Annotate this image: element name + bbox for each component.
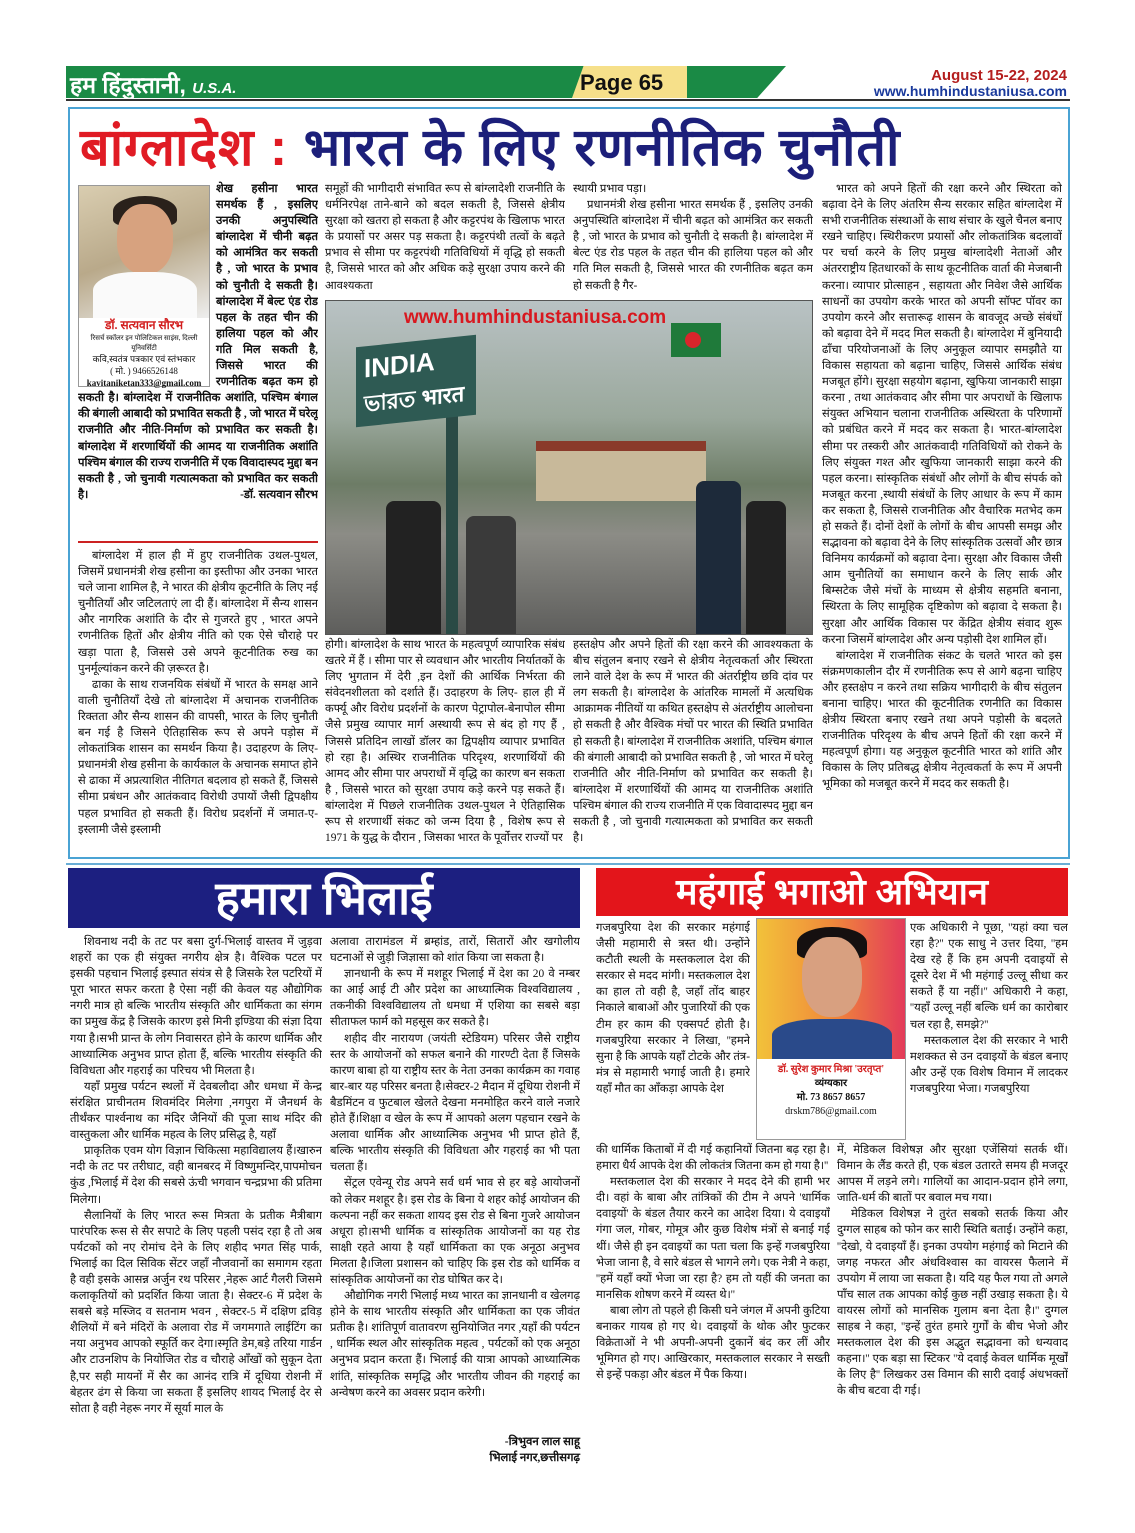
photo-watermark: www.humhindustaniusa.com (404, 307, 667, 328)
main-article-title (80, 110, 901, 181)
intro-divider (78, 541, 318, 543)
paragraph: की धार्मिक किताबों में दी गई कहानियों जितना बढ़ रहा है। हमारा धैर्य आपके देश की लोकतंत्र जितना कम हो गया है।'' (596, 1144, 830, 1173)
paragraph: बांग्लादेश में राजनीतिक संकट के चलते भारत को इस संक्रमणकालीन दौर में रणनीतिक रूप से आगे बढ़ना चाहिए और हस्तक्षेप न करने तथा सक्रिय भागीदारी के बीच संतुलन बनाना चाहिए। भारत की कूटनीतिक रणनीति का विकास क्षेत्रीय स्थिरता बनाए रखने तथा अपने पड़ोसी के बदलते राजनीतिक परिदृश्य के बीच अपने हितों की रक्षा करने में महत्वपूर्ण होगा। यह अनुकूल कूटनीति भारत को शांति और विकास के लिए प्रतिबद्ध क्षेत्रीय नेतृत्वकर्ता के रूप में अपनी भूमिका को मजबूत करने में मदद कर सकती है। (822, 649, 1062, 791)
paragraph: बाबा लोग तो पहले ही किसी घने जंगल में अपनी कुटिया बनाकर गायब हो गए थे। दवाइयों के थोक और फुटकर विक्रेताओं ने भी अपनी-अपनी दुकानें बंद कर लीं और भूमिगत हो गए। आखिरकार, मस्तकलाल सरकार ने सख्ती से इन्हें पकड़ा और बंडल में पैक किया। (596, 1304, 830, 1382)
page-number: Page 65 (580, 70, 664, 95)
paragraph: मेडिकल विशेषज्ञ ने तुरंत सबको सतर्क किया और दुग्गल साहब को फोन कर सारी स्थिति बताई। उन्होंने कहा, ''देखो, ये दवाइयाँ हैं। इनका उपयोग महंगाई को मिटाने की जगह नफरत और अंधविश्वास का वायरस फैलाने में उपयोग में लाया जा सकता है। यदि यह फैल गया तो अगले पाँच साल तक आपका कोई कुछ नहीं उखाड़ सकता है। ये वायरस लोगों को मानसिक गुलाम बना देता है।'' दुग्गल साहब ने कहा, ''इन्हें तुरंत हमारे गुर्गों के बीच भेजो और मस्तकलाल देश की इस अद्भुत सद्भावना को धन्यवाद कहना।'' एक बड़ा सा स्टिकर ''ये दवाई केवल धार्मिक मूर्खों के लिए है'' लिखकर उस विमान की सारी दवाई अंधभक्तों के बीच बटवा दी गई। (837, 1208, 1068, 1398)
intro-signature: -डॉ. सत्यवान सौरभ (240, 488, 318, 501)
website-link[interactable]: www.humhindustaniusa.com (873, 83, 1067, 99)
bhilai-author: -त्रिभुवन लाल साहू (504, 1436, 580, 1448)
author-phone: ( मो. ) 9466526148 (110, 366, 178, 376)
paragraph: हस्तक्षेप और अपने हितों की रक्षा करने की आवश्यकता के बीच संतुलन बनाए रखने से क्षेत्रीय नेतृत्वकर्ता और स्थिरता लाने वाले देश के रूप में भारत की अंतर्राष्ट्रीय छवि दांव पर लग सकती है। बांग्लादेश के आंतरिक मामलों में अत्यधिक आक्रामक नीतियों या कथित हस्तक्षेप से अंतर्राष्ट्रीय आलोचना हो सकती है और वैश्विक मंचों पर भारत की स्थिति प्रभावित हो सकती है। बांग्लादेश में राजनीतिक अशांति, पश्चिम बंगाल की बंगाली आबादी को प्रभावित सकती है , जो भारत में घरेलू राजनीति और नीति-निर्माण को प्रभावित कर सकती है। बांग्लादेश में शरणार्थियों की आमद या राजनीतिक अशांति पश्चिम बंगाल की राज्य राजनीति में एक विवादास्पद मुद्दा बन सकती है , जो चुनावी गत्यात्मकता को प्रभावित कर सकती है। (573, 639, 813, 845)
author-photo (79, 186, 209, 318)
bhilai-byline (330, 1434, 580, 1466)
article-column-3-top (573, 181, 813, 298)
article-column-2-bottom (325, 637, 565, 857)
mehngai-section-title: महंगाई भगाओ अभियान (596, 868, 1068, 916)
paragraph: समूहों की भागीदारी संभावित रूप से बांग्लादेशी राजनीति के धर्मनिरपेक्ष ताने-बाने को बदल सकती है, जिससे क्षेत्रीय सुरक्षा को खतरा हो सकता है और कट्टरपंथ के खिलाफ भारत के प्रयासों पर असर पड़ सकता है। कट्टरपंथी तत्वों के बढ़ते प्रभाव से सीमा पर कट्टरपंथी गतिविधियों में वृद्धि हो सकती है, जिससे भारत को और अधिक कड़े सुरक्षा उपाय करने की आवश्यकता (325, 183, 565, 292)
section-separator (66, 863, 1070, 865)
paragraph: यहाँ प्रमुख पर्यटन स्थलों में देवबलौदा और धमधा में केन्द्र संरक्षित प्राचीनतम शिवमंदिर मिलेगा ,नगपुरा में जैनधर्म के तीर्थंकर पार्श्वनाथ का मंदिर जैनियों की पूजा साथ मंदिर की वास्तुकला और धार्मिक महत्व के लिए प्रसिद्ध है, यहाँ (70, 1080, 322, 1142)
masthead-rule (66, 99, 1070, 101)
mehngai-column-left-top (596, 920, 750, 1142)
article-column-2-top (325, 181, 565, 298)
india-sign: INDIA ভারত भारत (356, 335, 476, 428)
author-title: रिसर्च स्कॉलर इन पोलिटिकल साइंस, दिल्ली यूनिवर्सिटी (90, 334, 198, 352)
article-intro (78, 181, 318, 546)
satirist-photo (757, 919, 905, 1059)
mehngai-column-right-bottom (837, 1142, 1068, 1467)
bangladesh-flag (671, 323, 721, 357)
title-blue-part: भारत के लिए रणनीतिक चुनौती (303, 119, 901, 177)
paragraph: शहीद वीर नारायण (जयंती स्टेडियम) परिसर जैसे राष्ट्रीय स्तर के आयोजनों को सफल बनाने की गारण्टी देता हैं जिसके कारण बाबा हो या राष्ट्रीय स्तर के नेता उनका कार्यक्रम का गवाह बार-बार यह परिसर बनता है।सेक्टर-2 मैदान में दूधिया रोशनी में बैडमिंटन व फुटबाल खेलते देखना मनमोहित करने वाले नजारे होते हैं।शिक्षा व खेल के रूप में आपको अलग पहचान रखने के अलावा धार्मिक और आध्यात्मिक अनुभव भी प्राप्त होते हैं, बल्कि भारतीय संस्कृति की विविधता और गहराई का भी पता चलता हैं। (330, 1032, 580, 1174)
bhilai-section-title: हमारा भिलाई (68, 868, 580, 928)
paragraph: एक अधिकारी ने पूछा, ''यहां क्या चल रहा है?'' एक साधु ने उत्तर दिया, ''हम देख रहे हैं कि हम अपनी दवाइयों से दूसरे देश में भी महंगाई उल्लू सीधा कर सकते हैं या नहीं।'' अधिकारी ने कहा, ''यहाँ उल्लू नहीं बल्कि धर्म का कारोबार चल रहा है, समझे?'' (910, 922, 1068, 1031)
intro-text: शेख हसीना भारत समर्थक हैं , इसलिए उनकी अनुपस्थिति बांग्लादेश में चीनी बढ़त को आमंत्रित कर सकती है , जो भारत के प्रभाव को चुनौती दे सकती है। बांग्लादेश में बेल्ट एंड रोड पहल के तहत चीन की हालिया पहल को और गति मिल सकती है, जिससे भारत की रणनीतिक बढ़त कम हो सकती है। बांग्लादेश में राजनीतिक अशांति, पश्चिम बंगाल की बंगाली आबादी को प्रभावित सकती है , जो भारत में घरेलू राजनीति और नीति-निर्माण को प्रभावित कर सकती है। बांग्लादेश में शरणार्थियों की आमद या राजनीतिक अशांति पश्चिम बंगाल की राज्य राजनीति में एक विवादास्पद मुद्दा बन सकती है , जो चुनावी गत्यात्मकता को प्रभावित कर सकती है। (78, 183, 318, 501)
author-card (78, 185, 210, 387)
paragraph: स्थायी प्रभाव पड़ा। (573, 183, 647, 195)
author-role: कवि,स्वतंत्र पत्रकार एवं स्तंभकार (92, 354, 196, 364)
author-name: डॉ. सत्यवान सौरभ (104, 318, 184, 332)
paragraph: ज्ञानधानी के रूप में मशहूर भिलाई में देश का 20 वे नम्बर का आई आई टी और प्रदेश का आध्यात्मिक विश्वविद्यालय , तकनीकी विश्वविद्यालय तो धमधा में एशिया का सबसे बड़ा सीताफल फार्म को महसूस कर सकते है। (330, 968, 580, 1029)
newspaper-name (70, 68, 236, 100)
paragraph: भारत को अपने हितों की रक्षा करने और स्थिरता को बढ़ावा देने के लिए अंतरिम सैन्य सरकार सहित बांग्लादेश में सभी राजनीतिक संस्थाओं के साथ संचार के खुले चैनल बनाए रखने चाहिए। स्थिरीकरण प्रयासों और लोकतांत्रिक बदलावों पर चर्चा करने के लिए प्रमुख बांग्लादेशी नेताओं और अंतरराष्ट्रीय हितधारकों के साथ कूटनीतिक वार्ता की मेजबानी करना। व्यापार प्रोत्साहन , सहायता और निवेश जैसे आर्थिक साधनों का उपयोग करके भारत को अपनी सॉफ्ट पॉवर का उपयोग करने और सत्तारूढ़ शासन के बावजूद अच्छे संबंधों को बढ़ावा देने में मदद मिल सकती है। बांग्लादेश में बुनियादी ढाँचा परियोजनाओं के लिए अनुकूल व्यापार समझौते या विकास सहायता को बढ़ाना चाहिए, जिससे आर्थिक संबंध मजबूत होंगे। सुरक्षा सहयोग बढ़ाना, खुफिया जानकारी साझा करना , तथा आतंकवाद और सीमा पार अपराधों के खिलाफ संयुक्त अभियान चलाना राजनीतिक अस्थिरता के परिणामों को प्रबंधित करने में मदद कर सकता है। भारत-बांग्लादेश सीमा पर तस्करी और आतंकवादी गतिविधियों को रोकने के लिए संयुक्त गश्त और खुफिया जानकारी साझा करने की पहल करना। सांस्कृतिक संबंधों और लोगों के बीच संपर्क को मजबूत करना ,स्थायी संबंधों के लिए आधार के रूप में काम कर सकता है, जिससे राजनीतिक और वैचारिक मतभेद कम हो सकते हैं। दोनों देशों के लोगों के बीच आपसी समझ और सद्भावना को बढ़ावा देने के लिए सांस्कृतिक उत्सवों और छात्र विनिमय कार्यक्रमों को बढ़ावा देना। सुरक्षा और विकास जैसी आम चुनौतियों का समाधान करने के लिए सार्क और बिम्सटेक जैसे मंचों के माध्यम से क्षेत्रीय सहमति बनाना, स्थिरता के लिए सामूहिक दृष्टिकोण को बढ़ावा दे सकता है। सुरक्षा और आर्थिक विकास पर केंद्रित क्षेत्रीय संवाद शुरू करना जिसमें बांग्लादेश और अन्य पड़ोसी देश शामिल हों। (822, 183, 1062, 646)
paragraph: औद्योगिक नगरी भिलाई मध्य भारत का ज्ञानधानी व खेलगढ़ होने के साथ भारतीय संस्कृति और धार्मिकता का एक जीवंत प्रतीक है। शांतिपूर्ण वातावरण सुनियोजित नगर ,यहाँ की पर्यटन , धार्मिक स्थल और सांस्कृतिक महत्व , पर्यटकों को एक अनूठा अनुभव प्रदान करता हैं। भिलाई की यात्रा आपको आध्यात्मिक शांति, सांस्कृतिक समृद्धि और भारतीय जीवन की गहराई का अन्वेषण करने का अवसर प्रदान करेगी। (330, 1290, 580, 1399)
paragraph: मस्तकलाल देश की सरकार ने मदद देने की हामी भर दी। वहां के बाबा और तांत्रिकों की टीम ने अपने 'धार्मिक दवाइयों' के बंडल तैयार करने का आदेश दिया। ये दवाइयाँ गंगा जल, गोबर, गोमूत्र और कुछ विशेष मंत्रों से बनाई गई थीं। जैसे ही इन दवाइयों का पता चला कि इन्हें गजबपुरिया भेजा जाना है, वे सारे बंडल से भागने लगे। एक नेत्री ने कहा, ''हमें यहाँ क्यों भेजा जा रहा है? हम तो यहीं की जनता का मानसिक शोषण करने में व्यस्त थे।'' (596, 1176, 830, 1301)
paragraph: सैलानियों के लिए भारत रूस मित्रता के प्रतीक मैत्रीबाग पारंपरिक रूस से सैर सपाटे के लिए पहली पसंद रहा है तो अब पर्यटकों को नए रोमांच देने के लिए शहीद भगत सिंह पार्क, भिलाई का दिल सिविक सेंटर जहाँ नौजवानों का समागम रहता है वही इसके आसन्न अर्जुन रथ परिसर ,नेहरू आर्ट गैलरी जिसमे कलाकृतियों को प्रदर्शित किया जाता है। सेक्टर-6 में प्रदेश के सबसे बड़े मस्जिद व सतनाम भवन , सेक्टर-5 में दक्षिण द्रविड़ शैलियों में बने मंदिरों के अलावा रोड में जगमगाते लाईटिंग का नया अनुभव आपको स्फूर्ति कर देगा।स्मृति डेम,बड़े तरिया गार्डन और टाउनशिप के नियोजित रोड व चौराहे आँखों को सुकून देता है,पर सही मायनों में सैर का आनंद रात्रि में दूधिया रोशनी में बेहतर ढंग से किया जा सकता हैं इसलिए शायद भिलाई देर से सोता है वही नेहरू नगर में सूर्या माल के (70, 1209, 322, 1415)
mehngai-column-right-top (910, 920, 1068, 1142)
paragraph: ढाका के साथ राजनयिक संबंधों में भारत के समक्ष आने वाली चुनौतियाँ देखे तो बांग्लादेश में अचानक राजनीतिक रिक्तता और सैन्य शासन की वापसी, भारत के लिए चुनौती बन गई है जिसने ऐतिहासिक रूप से अपने पड़ोस में लोकतांत्रिक शासन का समर्थन किया है। उदाहरण के लिए-प्रधानमंत्री शेख हसीना के कार्यकाल के अचानक समाप्त होने से ढाका में अप्रत्याशित नीतिगत बदलाव हो सकते हैं, जिससे सीमा प्रबंधन और आतंकवाद विरोधी उपायों जैसी द्विपक्षीय पहल प्रभावित हो सकती हैं। विरोध प्रदर्शनों में जमात-ए-इस्लामी जैसे इस्लामी (78, 678, 318, 836)
issue-date: August 15-22, 2024 (931, 67, 1067, 84)
paragraph: बांग्लादेश में हाल ही में हुए राजनीतिक उथल-पुथल, जिसमें प्रधानमंत्री शेख हसीना का इस्तीफा और उनका भारत चले जाना शामिल है, ने भारत की क्षेत्रीय कूटनीति के लिए नई चुनौतियाँ और जटिलताएं ला दी हैं। बांग्लादेश में सैन्य शासन और नागरिक अशांति के दौर से गुजरते हुए , भारत अपने रणनीतिक हितों और क्षेत्रीय नीति को एक ऐसे चौराहे पर खड़ा पाता है, जिससे उसे अपने कूटनीतिक रुख का पुनर्मूल्यांकन करने की ज़रूरत है। (78, 550, 318, 675)
paragraph: प्रधानमंत्री शेख हसीना भारत समर्थक हैं , इसलिए उनकी अनुपस्थिति बांग्लादेश में चीनी बढ़त को आमंत्रित कर सकती है , जो भारत के प्रभाव को चुनौती दे सकती है। बांग्लादेश में बेल्ट एंड रोड पहल के तहत चीन की हालिया पहल को और गति मिल सकती है, जिससे भारत की रणनीतिक बढ़त कम हो सकती है गैर- (573, 199, 813, 292)
newspaper-name-text: हम हिंदुस्तानी, (70, 72, 186, 98)
india-bangladesh-border-photo (325, 300, 813, 635)
author-email: kavitaniketan333@gmail.com (86, 378, 202, 388)
bhilai-column-2 (330, 934, 580, 1436)
bhilai-place: भिलाई नगर,छत्तीसगढ़ (489, 1452, 580, 1464)
paragraph: प्राकृतिक एवम योग विज्ञान चिकित्सा महाविद्यालय हैं।खारुन नदी के तट पर तरीघाट, वही बानबरद में विष्णुमन्दिर,पापमोचन कुंड ,भिलाई में देश की सबसे ऊंची भगवान चन्द्रप्रभा की प्रतिमा मिलेगा। (70, 1145, 322, 1206)
paragraph: मस्तकलाल देश की सरकार ने भारी मशक्कत से उन दवाइयों के बंडल बनाए और उन्हें एक विशेष विमान में लादकर गजबपुरिया भेजा। गजबपुरिया (910, 1034, 1068, 1095)
mehngai-column-left-bottom (596, 1142, 830, 1467)
paragraph: होगी। बांग्लादेश के साथ भारत के महत्वपूर्ण व्यापारिक संबंध खतरे में हैं । सीमा पार से व्यवधान और भारतीय निर्यातकों के लिए भुगतान में देरी ,इन देशों की आर्थिक निर्भरता की संवेदनशीलता को दर्शाते हैं। उदाहरण के लिए- हाल ही में कर्फ्यू और विरोध प्रदर्शनों के कारण पेट्रापोल-बेनापोल सीमा जैसे प्रमुख व्यापार मार्ग अस्थायी रूप से बंद हो गए हैं , जिससे प्रतिदिन लाखों डॉलर का द्विपक्षीय व्यापार प्रभावित हो रहा है। अस्थिर राजनीतिक परिदृश्य, शरणार्थियों की आमद और सीमा पार अपराधों में वृद्धि का कारण बन सकता है , जिससे भारत को सुरक्षा उपाय कड़े करने पड़ सकते हैं। बांग्लादेश में पिछले राजनीतिक उथल-पुथल ने ऐतिहासिक रूप से शरणार्थी संकट को जन्म दिया है , विशेष रूप से 1971 के युद्ध के दौरान , जिसका भारत के पूर्वोत्तर राज्यों पर (325, 639, 565, 845)
paragraph: शिवनाथ नदी के तट पर बसा दुर्ग-भिलाई वास्तव में जुड़वा शहरों का एक ही संयुक्त नगरीय क्षेत्र है। वैश्विक पटल पर इसकी पहचान भिलाई इस्पात संयंत्र से है जिसके रेल पटरियों में पूरा भारत सफर करता है ऐसा नहीं की केवल यह औद्योगिक नगरी मात्र हो बल्कि भारतीय संस्कृति और धार्मिकता का संगम का प्रमुख केंद्र है जिसके कारण इसे मिनी इण्डिया की संज्ञा दिया गया है।सभी प्रान्त के लोग निवासरत होने के कारण धार्मिक और आध्यात्मिक अनुभव प्राप्त होता हैं, बल्कि भारतीय संस्कृति की विविधता और गहराई का परिचय भी मिलता है। (70, 936, 322, 1077)
satirist-email: drskm786@gmail.com (785, 1106, 877, 1117)
paragraph: अलावा तारामंडल में ब्रम्हांड, तारों, सितारों और खगोलीय घटनाओं से जुड़ी जिज्ञासा को शांत किया जा सकता है। (330, 936, 580, 965)
satirist-role: व्यंग्यकार (814, 1078, 848, 1089)
satirist-name: डॉ. सुरेश कुमार मिश्रा 'उरतृप्त' (777, 1064, 885, 1075)
newspaper-suffix: U.S.A. (192, 80, 237, 97)
article-column-3-bottom (573, 637, 813, 857)
satirist-phone: मो. 73 8657 8657 (796, 1092, 866, 1103)
paragraph: गजबपुरिया देश की सरकार महंगाई जैसी महामारी से त्रस्त थी। उन्होंने कटौती स्थली के मस्तकलाल देश की सरकार से मदद मांगी। मस्तकलाल देश का हाल तो वही है, जहाँ तोंद बाहर निकाले बाबाओं और पुजारियों की एक टीम हर काम की एक्सपर्ट होती है। गजबपुरिया सरकार ने लिखा, ''हमने सुना है कि आपके यहाँ टोटके और तंत्र-मंत्र से महामारी भगाई जाती है। हमारे यहाँ मौत का आँकड़ा आपके देश (596, 922, 750, 1095)
satirist-card (756, 918, 906, 1140)
article-column-1 (78, 548, 318, 858)
bhilai-column-1 (70, 934, 322, 1466)
paragraph: में, मेडिकल विशेषज्ञ और सुरक्षा एजेंसियां सतर्क थीं। विमान के लैंड करते ही, एक बंडल उतारते समय ही मजदूर आपस में लड़ने लगे। गालियों का आदान-प्रदान होने लगा, जाति-धर्म की बातों पर बवाल मच गया। (837, 1144, 1068, 1205)
article-column-4 (822, 181, 1062, 857)
title-red-part: बांग्लादेश : (80, 119, 289, 177)
paragraph: सेंट्रल एवेन्यू रोड अपने सर्व धर्म भाव से हर बड़े आयोजनों को लेकर मशहूर है। इस रोड के बिना ये शहर कोई आयोजन की कल्पना नहीं कर सकता शायद इस रोड से बिना गुजरे आयोजन अधूरा हो।सभी धार्मिक व सांस्कृतिक आयोजनों का यह रोड साक्षी रहते आया है यहाँ धार्मिकता का एक अनूठा अनुभव मिलता है।जिला प्रशासन को चाहिए कि इस रोड को धार्मिक व सांस्कृतिक आयोजनों का रोड घोषित कर दे। (330, 1177, 580, 1286)
